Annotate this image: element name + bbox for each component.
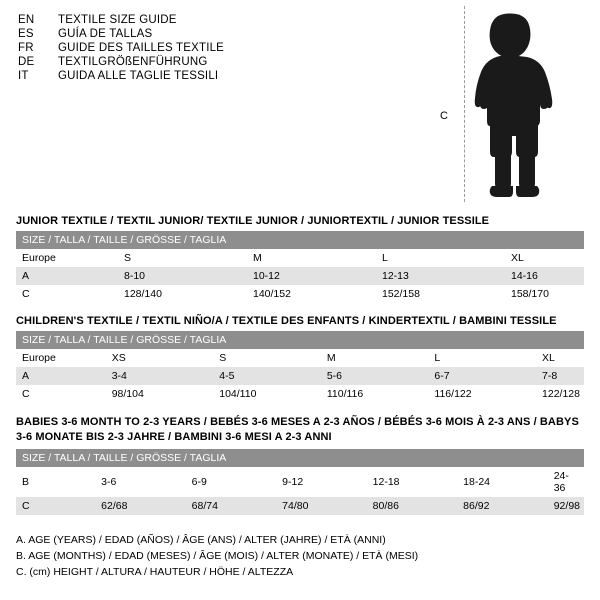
cell: 6-9 [186, 467, 277, 497]
row-label: C [16, 497, 95, 515]
language-text: TEXTILGRÖßENFÜHRUNG [58, 56, 208, 68]
cell: 62/68 [95, 497, 186, 515]
cell: 68/74 [186, 497, 277, 515]
cell: 24-36 [548, 467, 584, 497]
cell: 92/98 [548, 497, 584, 515]
cell: XS [106, 349, 214, 367]
cell: 104/110 [213, 385, 321, 403]
legend-item-a: A. AGE (YEARS) / EDAD (AÑOS) / ÂGE (ANS) / ALTER (JAHRE) / ETÀ (ANNI) [16, 534, 386, 546]
section-junior [16, 215, 584, 303]
language-row [18, 42, 348, 54]
table-row [16, 267, 584, 285]
section-babies [16, 415, 584, 515]
cell: 86/92 [457, 497, 548, 515]
table-head-row [16, 331, 584, 349]
cell: XL [536, 349, 584, 367]
language-row [18, 28, 348, 40]
row-label: Europe [16, 349, 106, 367]
cell: 4-5 [213, 367, 321, 385]
language-text: GUIDE DES TAILLES TEXTILE [58, 42, 225, 54]
language-code: IT [18, 70, 29, 82]
table-head-label: SIZE / TALLA / TAILLE / GRÖSSE / TAGLIA [16, 331, 584, 349]
cell: 80/86 [367, 497, 458, 515]
cell: 3-4 [106, 367, 214, 385]
language-code: FR [18, 42, 34, 54]
language-text: TEXTILE SIZE GUIDE [58, 14, 177, 26]
table-row [16, 349, 584, 367]
measure-label-c: C [440, 110, 448, 122]
cell: 110/116 [321, 385, 429, 403]
table-head-row [16, 449, 584, 467]
table-row [16, 249, 584, 267]
cell: 9-12 [276, 467, 367, 497]
table-row [16, 385, 584, 403]
cell: L [376, 249, 505, 267]
height-measure-line [464, 6, 465, 202]
section-children [16, 315, 584, 403]
cell: 12-18 [367, 467, 458, 497]
language-text: GUIDA ALLE TAGLIE TESSILI [58, 70, 219, 82]
language-header [18, 14, 348, 84]
cell: 128/140 [118, 285, 247, 303]
table-row [16, 497, 584, 515]
cell: 8-10 [118, 267, 247, 285]
cell: 14-16 [505, 267, 584, 285]
table-head-label: SIZE / TALLA / TAILLE / GRÖSSE / TAGLIA [16, 231, 584, 249]
cell: 7-8 [536, 367, 584, 385]
cell: 140/152 [247, 285, 376, 303]
size-table-babies [16, 449, 584, 515]
cell: S [213, 349, 321, 367]
cell: M [321, 349, 429, 367]
language-code: DE [18, 56, 35, 68]
table-head-label: SIZE / TALLA / TAILLE / GRÖSSE / TAGLIA [16, 449, 584, 467]
cell: 18-24 [457, 467, 548, 497]
cell: S [118, 249, 247, 267]
cell: XL [505, 249, 584, 267]
measurement-figure [440, 6, 590, 206]
table-row [16, 367, 584, 385]
row-label: A [16, 267, 118, 285]
size-table-children [16, 331, 584, 403]
row-label: C [16, 285, 118, 303]
row-label: C [16, 385, 106, 403]
section-title: CHILDREN'S TEXTILE / TEXTIL NIÑO/A / TEXTILE DES ENFANTS / KINDERTEXTIL / BAMBINI TESSILE [16, 315, 557, 327]
language-row [18, 70, 348, 82]
cell: 3-6 [95, 467, 186, 497]
language-row [18, 14, 348, 26]
cell: 98/104 [106, 385, 214, 403]
table-head-row [16, 231, 584, 249]
cell: L [428, 349, 536, 367]
row-label: A [16, 367, 106, 385]
cell: 5-6 [321, 367, 429, 385]
language-code: ES [18, 28, 34, 40]
cell: 74/80 [276, 497, 367, 515]
cell: 158/170 [505, 285, 584, 303]
row-label: Europe [16, 249, 118, 267]
language-row [18, 56, 348, 68]
toddler-silhouette-icon [440, 6, 590, 206]
section-title: BABIES 3-6 MONTH TO 2-3 YEARS / BEBÉS 3-6 MESES A 2-3 AÑOS / BÉBÉS 3-6 MOIS À 2-3 ANS / BABYS 3-6 MONATE BIS 2-3 JAHRE / BAMBINI 3-6 MESI A 2-3 ANNI [16, 416, 579, 443]
cell: 116/122 [428, 385, 536, 403]
legend-item-b: B. AGE (MONTHS) / EDAD (MESES) / ÂGE (MOIS) / ALTER (MONATE) / ETÀ (MESI) [16, 549, 419, 562]
cell: 152/158 [376, 285, 505, 303]
cell: M [247, 249, 376, 267]
cell: 10-12 [247, 267, 376, 285]
language-text: GUÍA DE TALLAS [58, 28, 153, 40]
language-code: EN [18, 14, 35, 26]
row-label: B [16, 467, 95, 497]
table-row [16, 285, 584, 303]
cell: 12-13 [376, 267, 505, 285]
section-title: JUNIOR TEXTILE / TEXTIL JUNIOR/ TEXTILE JUNIOR / JUNIORTEXTIL / JUNIOR TESSILE [16, 215, 490, 227]
legend-item-c: C. (cm) HEIGHT / ALTURA / HAUTEUR / HÖHE / ALTEZZA [16, 565, 294, 578]
cell: 6-7 [428, 367, 536, 385]
cell: 122/128 [536, 385, 584, 403]
table-row [16, 467, 584, 497]
size-table-junior [16, 231, 584, 303]
legend [16, 533, 584, 580]
